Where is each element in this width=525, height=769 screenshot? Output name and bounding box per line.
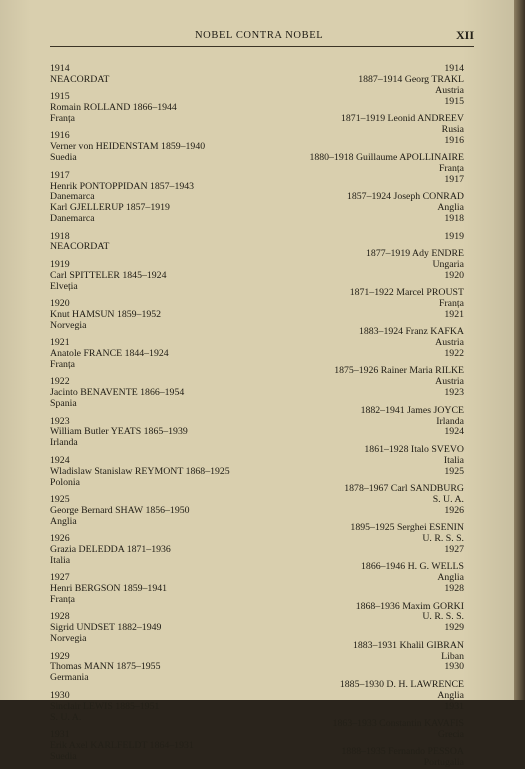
entry-country: Anglia (437, 689, 464, 701)
year-label: 1919 (444, 230, 464, 242)
entry-name: 1895–1925 Serghei ESENIN (350, 522, 464, 534)
entry-country: Suedia (50, 750, 77, 762)
year-label: 1923 (50, 415, 70, 427)
year-group (278, 349, 464, 388)
year-label: 1921 (50, 337, 70, 349)
year-group (278, 545, 464, 584)
entry-country: Danemarca (50, 213, 95, 225)
year-label: 1922 (50, 376, 70, 388)
entry-name: George Bernard SHAW 1856–1950 (50, 504, 190, 516)
year-label: 1927 (50, 572, 70, 584)
entry-name: 1878–1967 Carl SANDBURG (344, 483, 464, 494)
entry-country: Ungaria (432, 258, 464, 270)
year-group (278, 97, 464, 136)
entry-name: 1877–1919 Ady ENDRE (366, 247, 464, 259)
year-label: 1928 (50, 611, 70, 623)
entry-name: Sinclair LEWIS 1885–1951 (50, 700, 160, 712)
year-label: 1929 (444, 622, 464, 634)
year-label: 1918 (444, 213, 464, 225)
entry-name: 1887–1914 Georg TRAKL (358, 73, 464, 85)
entry-country: Spania (50, 398, 77, 410)
entry-name: 1880–1918 Guillaume APOLLINAIRE (309, 152, 464, 164)
year-group (278, 506, 464, 545)
year-label: 1914 (444, 63, 464, 74)
year-label: 1929 (50, 650, 70, 662)
year-group (50, 125, 280, 164)
year-group (50, 64, 280, 86)
year-group (50, 86, 280, 125)
year-group (50, 684, 280, 723)
entry-country: U. R. S. S. (422, 533, 464, 545)
year-label: 1915 (50, 91, 70, 103)
year-group (50, 528, 280, 567)
year-group (278, 623, 464, 662)
year-label: 1926 (444, 504, 464, 516)
entry-name: Knut HAMSUN 1859–1952 (50, 308, 162, 320)
non-laureates-column (278, 64, 464, 769)
year-label: 1927 (444, 543, 464, 555)
entry-country: Franța (50, 594, 76, 606)
year-group (50, 371, 280, 410)
year-group (50, 293, 280, 332)
page-number: XII (455, 28, 474, 42)
entry-name: 1871–1919 Leonid ANDREEV (341, 113, 464, 125)
year-group (278, 214, 464, 231)
year-label: 1915 (444, 95, 464, 107)
year-label: 1926 (50, 533, 70, 545)
entry-country: Austria (435, 84, 464, 96)
year-group (50, 253, 280, 292)
laureates-column (50, 64, 280, 763)
year-label: 1914 (50, 63, 70, 74)
year-group (50, 332, 280, 371)
entry-country: Franța (50, 113, 76, 125)
page-header (50, 28, 474, 47)
year-group (50, 225, 280, 253)
entry-country: Grecia (437, 728, 464, 740)
entry-country: Italia (50, 554, 71, 566)
year-label: 1917 (50, 169, 70, 181)
page-edge (514, 0, 525, 700)
year-group (278, 310, 464, 349)
entry-country: Italia (443, 454, 464, 466)
year-label: 1930 (50, 689, 70, 701)
entry-country: Liban (441, 650, 464, 662)
year-label: 1918 (50, 230, 70, 242)
entry-name: William Butler YEATS 1865–1939 (50, 426, 188, 438)
year-group (50, 645, 280, 684)
entry-name: 1871–1922 Marcel PROUST (349, 287, 464, 299)
year-label: 1931 (444, 700, 464, 712)
entry-country: S. U. A. (432, 493, 464, 505)
entry-country: Franța (438, 298, 464, 310)
entry-country: Suedia (50, 152, 77, 164)
year-label: 1925 (50, 493, 70, 505)
year-group (50, 410, 280, 449)
entry-name: 1883–1924 Franz KAFKA (358, 326, 464, 338)
entry-name: Jacinto BENAVENTE 1866–1954 (50, 387, 185, 399)
entry-country: S. U. A. (50, 711, 82, 723)
year-label: 1916 (444, 134, 464, 146)
entry-name: Erik Axel KARLFELDT 1864–1931 (50, 739, 194, 751)
entry-name: Romain ROLLAND 1866–1944 (50, 102, 177, 114)
entry-country: Norvegia (50, 633, 87, 645)
year-group (50, 567, 280, 606)
year-group (278, 427, 464, 466)
entry-country: Elveția (50, 280, 78, 292)
year-label: 1917 (444, 174, 464, 186)
year-group (278, 175, 464, 214)
year-label: 1921 (444, 308, 464, 320)
year-group (278, 271, 464, 310)
entry-name: 1863–1933 Constantin KAVAFIS (332, 718, 464, 730)
entry-name: 1866–1946 H. G. WELLS (361, 561, 464, 573)
year-group (278, 467, 464, 506)
entry-name: NEACORDAT (50, 73, 110, 85)
entry-name: NEACORDAT (50, 241, 110, 253)
year-label: 1923 (444, 387, 464, 399)
entry-name: 1883–1931 Khalil GIBRAN (352, 639, 464, 651)
year-label: 1919 (50, 258, 70, 270)
entry-country: Germania (50, 672, 89, 684)
entry-country: Franța (50, 358, 76, 370)
year-group (278, 136, 464, 175)
year-group (50, 449, 280, 488)
year-label: 1931 (50, 728, 70, 740)
year-group (278, 702, 464, 769)
year-label: 1928 (444, 583, 464, 595)
entry-name: Karl GJELLERUP 1857–1919 (50, 202, 170, 214)
entry-country: Portugalia (423, 757, 464, 769)
year-group (278, 64, 464, 97)
entry-name: Thomas MANN 1875–1955 (50, 661, 161, 673)
entry-country: Norvegia (50, 319, 87, 331)
year-group (278, 584, 464, 623)
year-label: 1925 (444, 465, 464, 477)
entry-name: 1861–1928 Italo SVEVO (364, 443, 464, 455)
entry-country: Franța (438, 163, 464, 175)
entry-country: Anglia (437, 572, 464, 584)
year-label: 1924 (50, 454, 70, 466)
year-label: 1920 (50, 298, 70, 310)
entry-name: Verner von HEIDENSTAM 1859–1940 (50, 141, 206, 153)
year-group (50, 488, 280, 527)
entry-name: Henri BERGSON 1859–1941 (50, 583, 168, 595)
year-label: 1922 (444, 348, 464, 360)
year-label: 1916 (50, 130, 70, 142)
entry-name: Grazia DELEDDA 1871–1936 (50, 543, 171, 555)
running-title: NOBEL CONTRA NOBEL (195, 30, 324, 41)
entry-name: Carl SPITTELER 1845–1924 (50, 269, 167, 281)
entry-country: Anglia (50, 515, 77, 527)
entry-name: 1857–1924 Joseph CONRAD (346, 191, 464, 203)
entry-country: Irlanda (50, 437, 78, 449)
entry-country: U. R. S. S. (422, 611, 464, 623)
year-group (50, 723, 280, 762)
year-label: 1920 (444, 269, 464, 281)
year-label: 1924 (444, 426, 464, 438)
entry-country: Austria (435, 337, 464, 349)
year-group (278, 388, 464, 427)
entry-name: Anatole FRANCE 1844–1924 (50, 348, 169, 360)
year-group (50, 606, 280, 645)
entry-name: Sigrid UNDSET 1882–1949 (50, 622, 162, 634)
year-group (50, 164, 280, 225)
entry-country: Anglia (437, 202, 464, 214)
entry-country: Danemarca (50, 191, 95, 203)
entry-country: Austria (435, 376, 464, 388)
entry-name: 1875–1926 Rainer Maria RILKE (334, 365, 464, 377)
entry-name: 1888–1935 Fernando PESSOA (341, 746, 464, 758)
entry-country: Rusia (441, 123, 464, 135)
year-label: 1930 (444, 661, 464, 673)
entry-name: 1868–1936 Maxim GORKI (355, 600, 464, 612)
entry-name: Wladislaw Stanislaw REYMONT 1868–1925 (50, 465, 230, 477)
entry-name: Henrik PONTOPPIDAN 1857–1943 (50, 180, 195, 192)
entry-country: Polonia (50, 476, 80, 488)
entry-country: Irlanda (436, 415, 464, 427)
year-group (278, 662, 464, 701)
year-group (278, 232, 464, 271)
entry-name: 1885–1930 D. H. LAWRENCE (339, 678, 464, 690)
entry-name: 1882–1941 James JOYCE (360, 404, 464, 416)
